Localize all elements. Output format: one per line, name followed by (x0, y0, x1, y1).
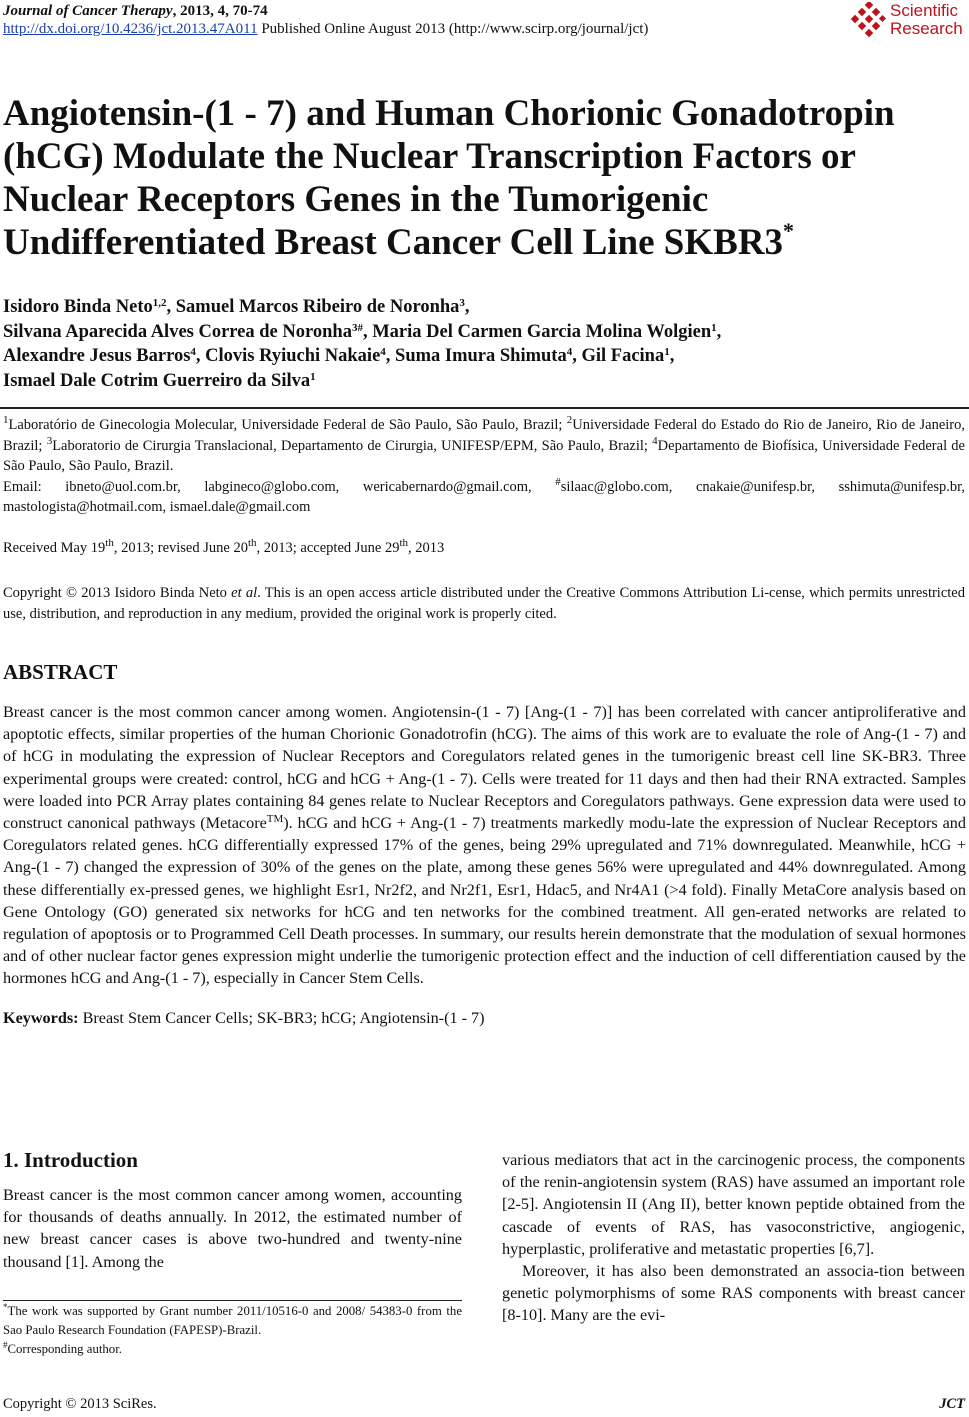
author-list (3, 295, 963, 393)
author: Isidoro Binda Neto$^{1,2}$, (3, 297, 176, 317)
logo-text (890, 2, 963, 38)
author: Clovis Ryiuchi Nakaie$^4$, (205, 346, 396, 366)
author: Maria Del Carmen Garcia Molina Wolgien$^1$, (372, 321, 722, 342)
corresponding-footnote: #Corresponding author. (3, 1340, 122, 1356)
copyright-notice: Copyright © 2013 Isidoro Binda Neto et al. This is an open access article distributed under the Creative Commons Attribution Li-cense, which permits unrestricted use, distribution, and reproduction in any medium, provided the original work is properly cited. (3, 585, 965, 622)
email-list: Email: ibneto@uol.com.br, labgineco@globo.com, wericabernardo@gmail.com, #silaac@globo.com, cnakaie@unifesp.br, sshimuta@unifesp.br, mastologista@hotmail.com, ismael.dale@gmail.com (3, 475, 965, 515)
author: Suma Imura Shimuta$^4$, (395, 346, 582, 366)
received-dates: Received May 19th, 2013; revised June 20th, 2013; accepted June 29th, 2013 (3, 537, 445, 556)
doi-link[interactable]: http://dx.doi.org/10.4236/jct.2013.47A011 (3, 21, 258, 37)
published-note: Published Online August 2013 (http://www.scirp.org/journal/jct) (257, 21, 649, 37)
intro-left-column: Breast cancer is the most common cancer among women, accounting for thousands of deaths annually. In 2012, the estimated number of new breast cancer cases is above two-hundred and twenty-nine thousand [1]. Among the (3, 1186, 462, 1271)
paper-title (3, 92, 963, 264)
footnotes (3, 1302, 462, 1359)
funding-footnote: *The work was supported by Grant number 2011/10516-0 and 2008/ 54383-0 from the Sao Paulo Research Foundation (FAPESP)-Brazil. (3, 1302, 462, 1337)
introduction-heading: 1. Introduction (3, 1148, 138, 1172)
paragraph: various mediators that act in the carcinogenic process, the components of the renin-angiotensin system (RAS) have assumed an important role [2-5]. Angiotensin II (Ang II), better known peptide obtained from the cascade of events of RAS, has vasoconstrictive, angiogenic, hyperplastic, proliferative and metastatic properties [6,7]. (502, 1151, 965, 1258)
abstract-heading: ABSTRACT (3, 660, 118, 684)
affiliations: $^1$Laboratório de Ginecologia Molecular, Universidade Federal de São Paulo, São Paulo, Brazil; $^2$Universidade Federal do Estado do Rio de Janeiro, Rio de Janeiro, Brazil; $^3$Laboratorio de Cirurgia Translacional, Departamento de Cirurgia, UNIFESP/EPM, São Paulo, Brazil; $^4$Departamento de Biofísica, Universidade Federal de São Paulo, São Paulo, Brazil. Email: ibneto@uol.com.br, labgineco@globo.com, wericabernardo@gmail.com, #silaac@globo.com, cnakaie@unifesp.br, sshimuta@unifesp.br, mastologista@hotmail.com, ismael.dale@gmail.com (3, 414, 965, 515)
author: Silvana Aparecida Alves Correa de Noronha$^{3\#}$, (3, 321, 373, 342)
journal-volume: , 2013, 4, 70-74 (172, 3, 268, 19)
footer-journal-abbrev: JCT (939, 1396, 965, 1412)
keywords-text: Breast Stem Cancer Cells; SK-BR3; hCG; Angiotensin-(1 - 7) (78, 1009, 485, 1027)
author: Ismael Dale Cotrim Guerreiro da Silva$^1$ (3, 370, 316, 391)
intro-right-column (502, 1149, 965, 1327)
footer-copyright: Copyright © 2013 SciRes. (3, 1396, 157, 1412)
paragraph: Moreover, it has also been demonstrated an associa-tion between genetic polymorphisms of some RAS components with breast cancer [8-10]. Many are the evi- (502, 1262, 965, 1325)
author: Samuel Marcos Ribeiro de Noronha$^3$, (175, 297, 470, 317)
logo-line-2: Research (890, 19, 963, 38)
author: Alexandre Jesus Barros$^4$, (3, 346, 206, 366)
header-divider (0, 407, 969, 409)
journal-header (3, 3, 268, 20)
footnote-divider (3, 1300, 462, 1301)
journal-name: Journal of Cancer Therapy (3, 3, 173, 19)
title-text: Angiotensin-(1 - 7) and Human Chorionic Gonadotropin (hCG) Modulate the Nuclear Transcription Factors or Nuclear Receptors Genes in the Tumorigenic Undifferentiated Breast Cancer Cell Line SKBR3 (3, 93, 895, 263)
doi-line (3, 21, 648, 38)
scirp-logo-icon (848, 2, 888, 38)
keywords-label: Keywords: (3, 1009, 79, 1027)
publisher-logo (848, 2, 966, 42)
keywords (3, 1009, 485, 1028)
title-footnote-mark: * (783, 218, 795, 243)
author: Gil Facina$^1$, (581, 346, 675, 366)
abstract-body: Breast cancer is the most common cancer among women. Angiotensin-(1 - 7) [Ang-(1 - 7)] has been correlated with cancer antiproliferative and apoptotic effects, similar properties of the human Chorionic Gonadotrofin (hCG). The aims of this work are to evaluate the role of Ang-(1 - 7) and of hCG in modulating the expression of Nuclear Receptors and Coregulators related genes in the tumorigenic breast cell line SK-BR3. Three experimental groups were created: control, hCG and hCG + Ang-(1 - 7). Cells were treated for 11 days and then had their RNA extracted. Samples were loaded into PCR Array plates containing 84 genes relate to Nuclear Receptors and Coregulators pathways. Gene expression data were used to construct canonical pathways (Metacore™). hCG and hCG + Ang-(1 - 7) treatments markedly modu-late the expression of Nuclear Receptors and Coregulators related genes. hCG differentially expressed 17% of the genes, being 29% upregulated and 71% downregulated. Meanwhile, hCG + Ang-(1 - 7) changed the expression of 30% of the genes on the plate, among these genes 56% were upregulated and 44% downregulated. Among these differentially ex-pressed genes, we highlight Esr1, Nr2f2, and Nr2f1, Esr1, Hdac5, and Nr4A1 (>4 fold). Finally MetaCore analysis based on Gene Ontology (GO) generated six networks for hCG and ten networks for the combined treatment. All gen-erated networks are related to regulation of apoptosis or to Programmed Cell Death processes. In summary, our results herein demonstrate that the modulation of sexual hormones and of other nuclear factor genes expression might underlie the tumorigenic protection effect and the induction of cell differentiation caused by the hormones hCG and Ang-(1 - 7), especially in Cancer Stem Cells. (3, 703, 966, 988)
logo-line-1: Scientific (890, 1, 959, 20)
